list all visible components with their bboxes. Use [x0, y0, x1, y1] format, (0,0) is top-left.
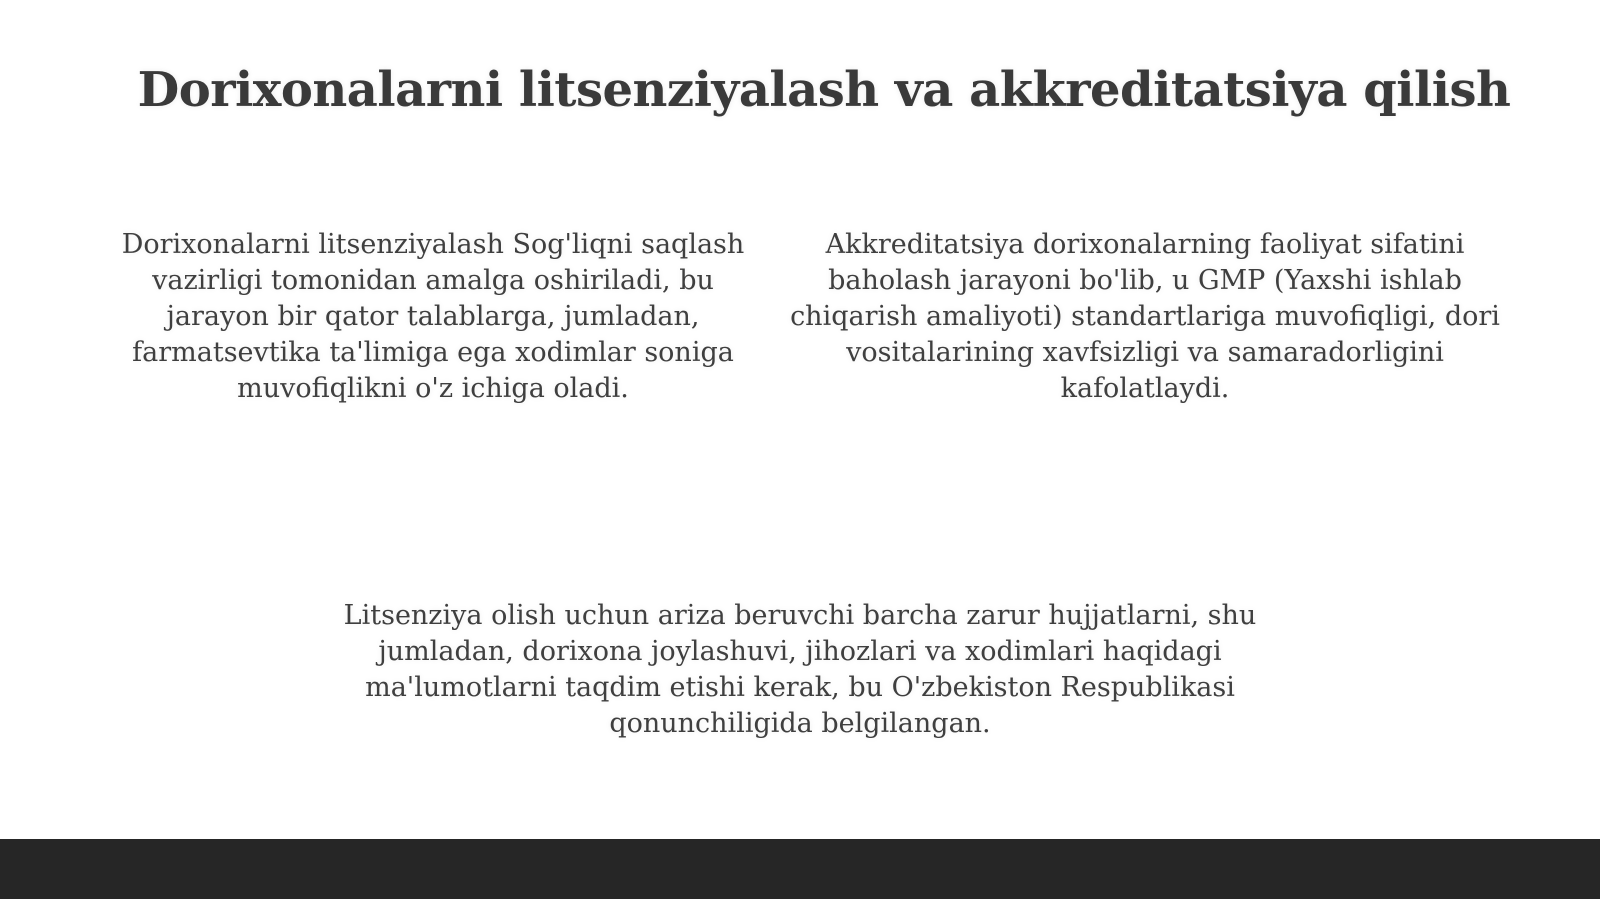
slide-title: Dorixonalarni litsenziyalash va akkreditatsiya qilish [137, 62, 1511, 118]
paragraph-application-requirements: Litsenziya olish uchun ariza beruvchi barcha zarur hujjatlarni, shu jumladan, dorixona joylashuvi, jihozlari va xodimlari haqidagi ma'lumotlarni taqdim etishi kerak, bu O'zbekiston Respublikasi qonunchiligida belgilangan. [343, 600, 1257, 739]
paragraph-licensing: Dorixonalarni litsenziyalash Sog'liqni saqlash vazirligi tomonidan amalga oshiriladi, bu jarayon bir qator talablarga, jumladan, farmatsevtika ta'limiga ega xodimlar soniga muvofiqlikni o'z ichiga oladi. [121, 229, 745, 404]
paragraph-accreditation: Akkreditatsiya dorixonalarning faoliyat sifatini baholash jarayoni bo'lib, u GMP (Yaxshi ishlab chiqarish amaliyoti) standartlariga muvofiqligi, dori vositalarining xavfsizligi va samaradorligini kafolatlaydi. [790, 229, 1500, 404]
footer-bar [0, 839, 1600, 899]
